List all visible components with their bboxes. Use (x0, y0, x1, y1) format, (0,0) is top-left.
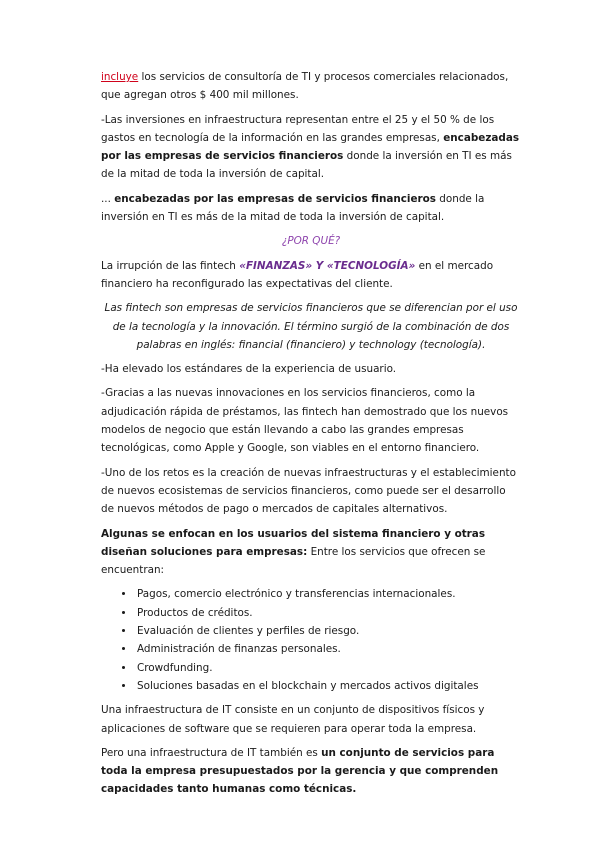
paragraph-conjunto-servicios (101, 744, 521, 799)
paragraph-inversiones (101, 111, 521, 184)
paragraph-consultoria (101, 68, 521, 105)
list-item: • Soluciones basadas en el blockchain y mercados activos digitales (135, 677, 521, 695)
incluye-link[interactable]: incluye (101, 71, 139, 83)
paragraph-servicios-intro (101, 525, 521, 580)
paragraph-text: ... (101, 192, 115, 205)
paragraph-irrupcion (101, 257, 521, 294)
paragraph-text: donde la inversión en TI es más de la mitad de toda la inversión de capital. (101, 192, 485, 224)
paragraph-text: La irrupción de las fintech (101, 259, 240, 272)
list-item: • Administración de finanzas personales. (135, 640, 521, 658)
paragraph-infraestructura-it: Una infraestructura de IT consiste en un conjunto de dispositivos físicos y aplicaciones de software que se requieren para operar toda la empresa. (101, 704, 485, 735)
list-item: • Productos de créditos. (135, 604, 521, 622)
section-heading: ¿POR QUÉ? (281, 235, 341, 248)
list-item: • Crowdfunding. (135, 659, 521, 677)
bold-text: un conjunto de servicios para toda la empresa presupuestados por la gerencia y que comprenden capacidades tanto humanas como técnicas. (101, 746, 499, 796)
list-item: • Pagos, comercio electrónico y transferencias internacionales. (135, 585, 521, 603)
paragraph-encabezadas (101, 190, 521, 227)
services-list (101, 585, 521, 695)
paragraph-text: -Las inversiones en infraestructura representan entre el 25 y el 50 % de los gastos en tecnología de la información en las grandes empresas, (101, 113, 495, 144)
bold-text: encabezadas por las empresas de servicios financieros (101, 131, 520, 163)
bold-text: encabezadas por las empresas de servicios financieros (114, 192, 436, 205)
paragraph-text: los servicios de consultoría de TI y procesos comerciales relacionados, que agregan otros $ 400 mil millones. (101, 71, 509, 102)
paragraph-text: Entre los servicios que ofrecen se encuentran: (101, 545, 486, 577)
highlight-text: «FINANZAS» Y «TECNOLOGÍA» (239, 259, 416, 272)
paragraph-estandares: -Ha elevado los estándares de la experiencia de usuario. (101, 363, 397, 376)
paragraph-text: donde la inversión en TI es más de la mitad de toda la inversión de capital. (101, 150, 512, 181)
list-item: • Evaluación de clientes y perfiles de riesgo. (135, 622, 521, 640)
document-page (101, 68, 521, 805)
paragraph-retos: -Uno de los retos es la creación de nuevas infraestructuras y el establecimiento de nuevos ecosistemas de servicios financieros, como puede ser el desarrollo de nuevos métodos de pago o mercados de capitales alternativos. (101, 466, 516, 516)
bold-text: Algunas se enfocan en los usuarios del sistema financiero y otras diseñan soluciones para empresas: (101, 527, 486, 558)
paragraph-innovaciones: -Gracias a las nuevas innovaciones en los servicios financieros, como la adjudicación rápida de préstamos, las fintech han demostrado que los nuevos modelos de negocio que están llevando a cabo las grandes empresas tecnológicas, como Apple y Google, son viables en el entorno financiero. (101, 387, 509, 455)
definition-quote: Las fintech son empresas de servicios financieros que se diferencian por el uso de la tecnología y la innovación. El término surgió de la combinación de dos palabras en inglés: financial (financiero) y technology (tecnología). (104, 302, 518, 351)
paragraph-text: Pero una infraestructura de IT también es (101, 746, 322, 759)
paragraph-text: en el mercado financiero ha reconfigurado las expectativas del cliente. (101, 259, 494, 290)
